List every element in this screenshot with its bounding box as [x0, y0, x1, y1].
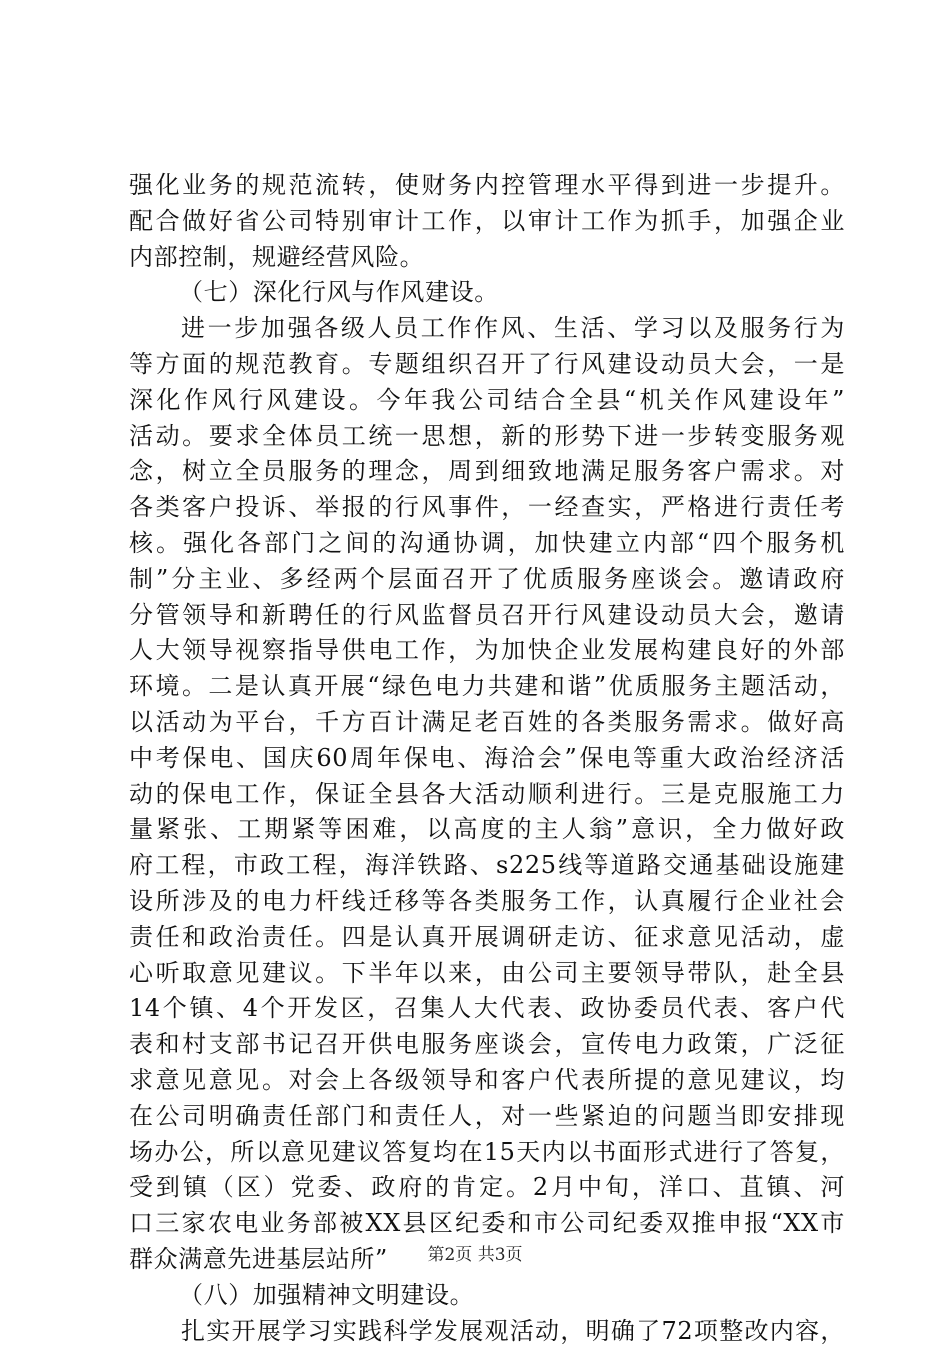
text-line-13: 分管领导和新聘任的行风监督员召开行风建设动员大会，邀请 — [129, 598, 845, 634]
section-heading-seven: （七）深化行风与作风建设。 — [129, 275, 845, 311]
text-line-28: 场办公，所以意见建议答复均在15天内以书面形式进行了答复， — [129, 1135, 845, 1171]
text-line-1: 强化业务的规范流转，使财务内控管理水平得到进一步提升。 — [129, 168, 845, 204]
text-line-18: 动的保电工作，保证全县各大活动顺利进行。三是克服施工力 — [129, 777, 845, 813]
text-line-11: 核。强化各部门之间的沟通协调，加快建立内部“四个服务机 — [129, 526, 845, 562]
text-line-25: 表和村支部书记召开供电服务座谈会，宣传电力政策，广泛征 — [129, 1027, 845, 1063]
text-line-23: 心听取意见建议。下半年以来，由公司主要领导带队，赴全县 — [129, 956, 845, 992]
text-line-29: 受到镇（区）党委、政府的肯定。2月中旬，洋口、苴镇、河 — [129, 1170, 845, 1206]
text-line-33: 扎实开展学习实践科学发展观活动，明确了72项整改内容， — [129, 1314, 845, 1349]
text-line-27: 在公司明确责任部门和责任人，对一些紧迫的问题当即安排现 — [129, 1099, 845, 1135]
document-body — [129, 168, 845, 1349]
text-line-20: 府工程，市政工程，海洋铁路、s225线等道路交通基础设施建 — [129, 848, 845, 884]
text-line-24: 14个镇、4个开发区，召集人大代表、政协委员代表、客户代 — [129, 991, 845, 1027]
text-line-7: 深化作风行风建设。今年我公司结合全县“机关作风建设年” — [129, 383, 845, 419]
text-line-6: 等方面的规范教育。专题组织召开了行风建设动员大会，一是 — [129, 347, 845, 383]
text-line-22: 责任和政治责任。四是认真开展调研走访、征求意见活动，虚 — [129, 920, 845, 956]
page-number-footer: 第2页 共3页 — [0, 1243, 950, 1267]
text-line-16: 以活动为平台，千方百计满足老百姓的各类服务需求。做好高 — [129, 705, 845, 741]
text-line-26: 求意见意见。对会上各级领导和客户代表所提的意见建议，均 — [129, 1063, 845, 1099]
text-line-9: 念，树立全员服务的理念，周到细致地满足服务客户需求。对 — [129, 454, 845, 490]
text-line-17: 中考保电、国庆60周年保电、海洽会”保电等重大政治经济活 — [129, 741, 845, 777]
text-line-2: 配合做好省公司特别审计工作，以审计工作为抓手，加强企业 — [129, 204, 845, 240]
text-line-5: 进一步加强各级人员工作作风、生活、学习以及服务行为 — [129, 311, 845, 347]
text-line-8: 活动。要求全体员工统一思想，新的形势下进一步转变服务观 — [129, 419, 845, 455]
text-line-31: 群众满意先进基层站所” — [129, 1242, 845, 1278]
text-line-10: 各类客户投诉、举报的行风事件，一经查实，严格进行责任考 — [129, 490, 845, 526]
text-line-19: 量紧张、工期紧等困难，以高度的主人翁”意识，全力做好政 — [129, 812, 845, 848]
text-line-30: 口三家农电业务部被XX县区纪委和市公司纪委双推申报“XX市 — [129, 1206, 845, 1242]
text-line-3: 内部控制，规避经营风险。 — [129, 240, 845, 276]
section-heading-eight: （八）加强精神文明建设。 — [129, 1278, 845, 1314]
text-line-15: 环境。二是认真开展“绿色电力共建和谐”优质服务主题活动， — [129, 669, 845, 705]
text-line-14: 人大领导视察指导供电工作，为加快企业发展构建良好的外部 — [129, 633, 845, 669]
text-line-21: 设所涉及的电力杆线迁移等各类服务工作，认真履行企业社会 — [129, 884, 845, 920]
text-line-12: 制”分主业、多经两个层面召开了优质服务座谈会。邀请政府 — [129, 562, 845, 598]
